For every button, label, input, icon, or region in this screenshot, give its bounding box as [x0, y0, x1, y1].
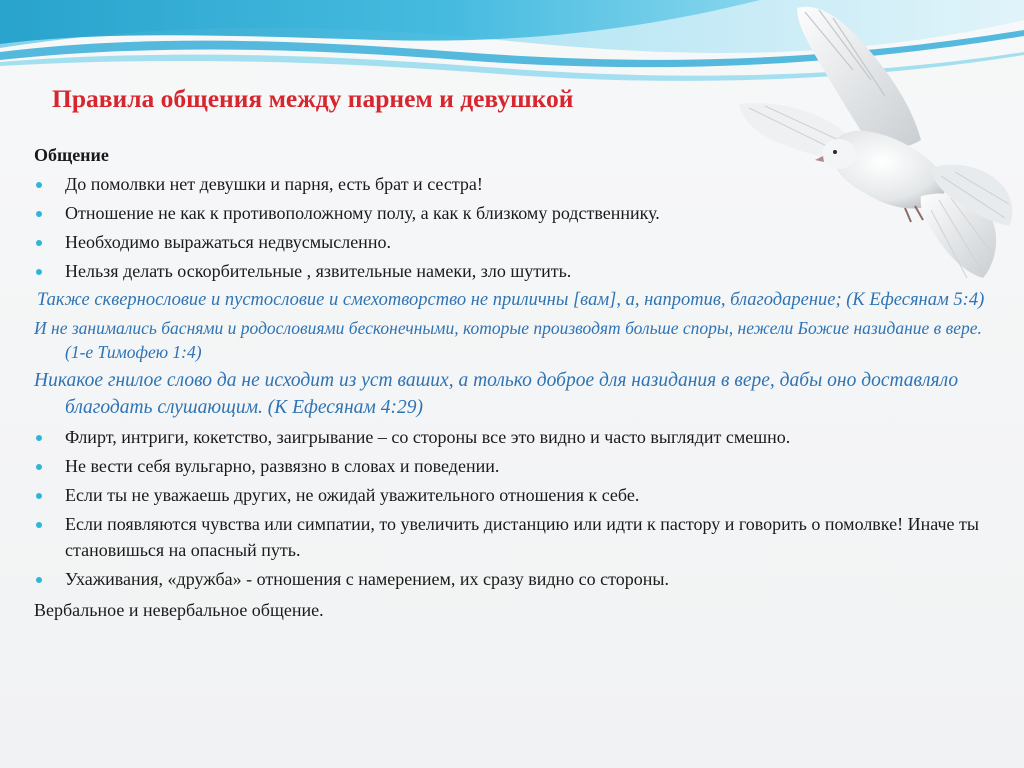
bullet-text: Отношение не как к противоположному полу, а как к близкому родственнику. — [65, 203, 660, 223]
bullet-text: Не вести себя вульгарно, развязно в словах и поведении. — [65, 456, 500, 476]
slide-title: Правила общения между парнем и девушкой — [52, 84, 574, 113]
bullet-icon — [36, 493, 42, 499]
bullet-text: Флирт, интриги, кокетство, заигрывание – со стороны все это видно и часто выглядит смешно. — [65, 427, 791, 447]
bullet-text: До помолвки нет девушки и парня, есть брат и сестра! — [65, 174, 483, 194]
bullet-icon — [36, 240, 42, 246]
bullet-text: Нельзя делать оскорбительные , язвительные намеки, зло шутить. — [65, 261, 572, 281]
bullet-item — [34, 258, 994, 284]
footer-text: Вербальное и невербальное общение. — [34, 600, 324, 620]
bullet-icon — [36, 522, 42, 528]
bullet-item — [34, 566, 994, 592]
scripture-quote: Также сквернословие и пустословие и смехотворство не приличны [вам], а, напротив, благодарение; (К Ефесянам 5:4) — [37, 290, 985, 310]
bullet-item — [34, 482, 994, 508]
scripture-quote: И не занимались баснями и родословиями бесконечными, которые производят больше споры, нежели Божие назидание в вере. (1-е Тимофею 1:4) — [34, 318, 982, 362]
bullet-text: Необходимо выражаться недвусмысленно. — [65, 232, 391, 252]
bullet-text: Ухаживания, «дружба» - отношения с намерением, их сразу видно со стороны. — [65, 569, 669, 589]
bullet-icon — [36, 577, 42, 583]
bullet-item — [34, 511, 994, 563]
bullet-item — [34, 229, 994, 255]
bullet-icon — [36, 435, 42, 441]
bullet-icon — [36, 269, 42, 275]
bullet-text: Если появляются чувства или симпатии, то увеличить дистанцию или идти к пастору и говорить о помолвке! Иначе ты становишься на опасный путь. — [65, 514, 979, 560]
bullet-text: Если ты не уважаешь других, не ожидай уважительного отношения к себе. — [65, 485, 640, 505]
bullet-icon — [36, 211, 42, 217]
bullet-icon — [36, 464, 42, 470]
bullet-item — [34, 453, 994, 479]
bullet-item — [34, 171, 994, 197]
scripture-quote: Никакое гнилое слово да не исходит из уст ваших, а только доброе для назидания в вере, дабы оно доставляло благодать слушающим. (К Ефесянам 4:29) — [34, 370, 959, 418]
bullet-icon — [36, 182, 42, 188]
bullet-item — [34, 200, 994, 226]
section-heading: Общение — [34, 145, 109, 165]
slide-content — [34, 142, 994, 623]
bullet-item — [34, 424, 994, 450]
